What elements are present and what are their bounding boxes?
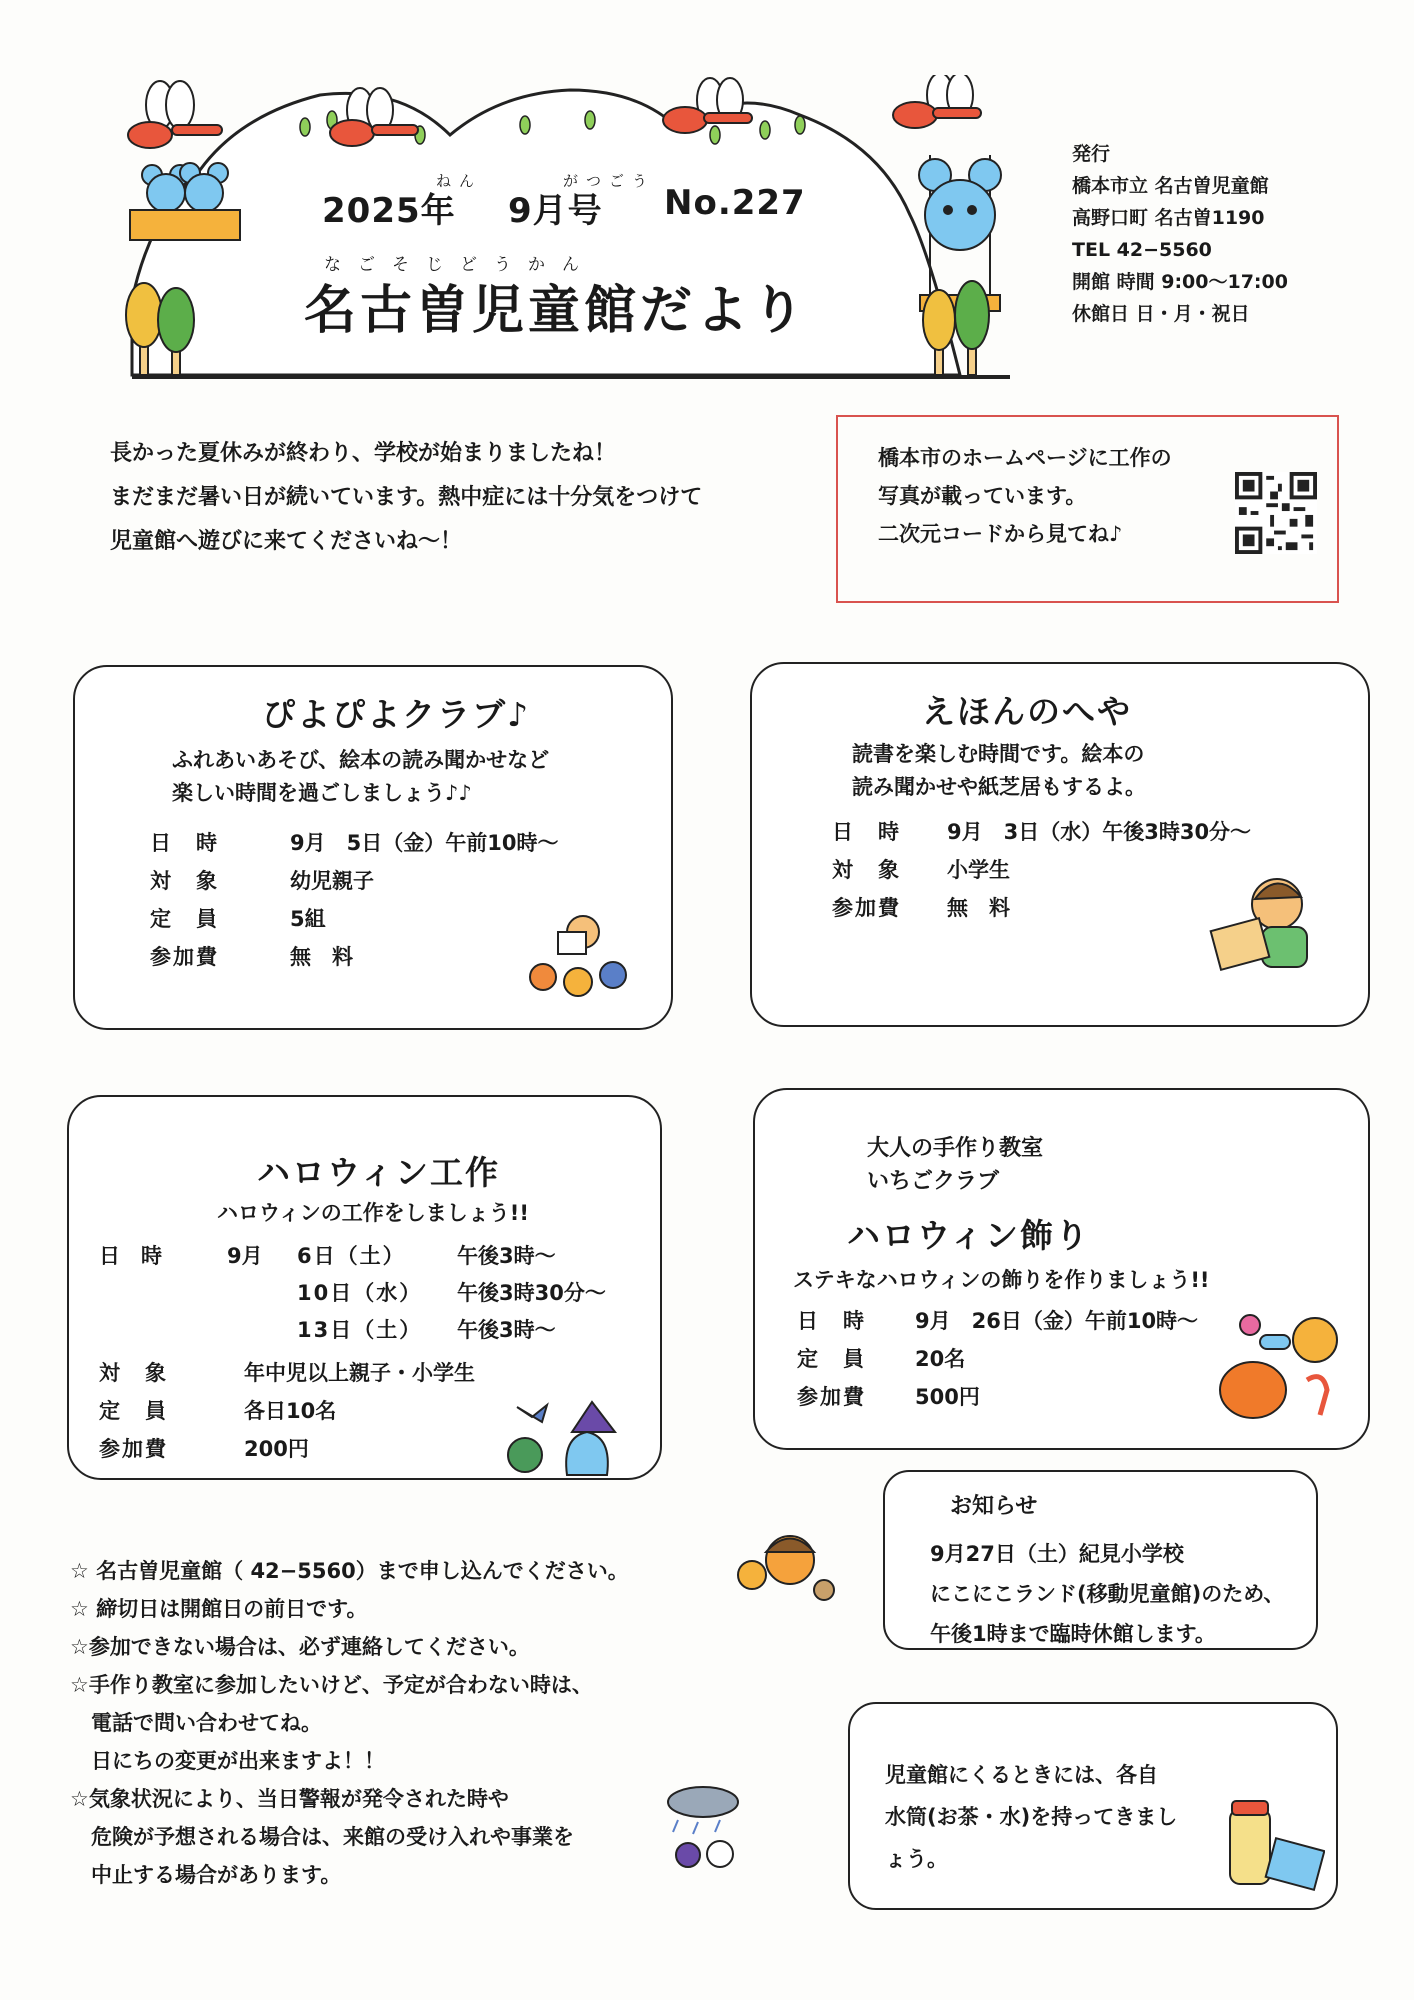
date-day: 10日（水）	[297, 1281, 423, 1305]
water-line: 児童館にくるときには、各自	[885, 1763, 1158, 1787]
homepage-note-line: 橋本市のホームページに工作の	[878, 446, 1172, 470]
row-label: 日 時	[832, 820, 901, 844]
ehon-room-box	[750, 662, 1370, 1027]
ichigo-subtitle-line: 大人の手作り教室	[867, 1136, 1044, 1161]
issue-number: No.227	[664, 183, 806, 223]
homepage-note-line: 写真が載っています。	[878, 484, 1087, 508]
row-value: 5組	[290, 907, 326, 931]
row-value: 各日10名	[244, 1399, 337, 1423]
halloween-craft-desc: ハロウィンの工作をしましょう!!	[217, 1201, 529, 1225]
note-line: ☆ 名古曽児童館（ 42−5560）まで申し込んでください。	[70, 1559, 629, 1583]
note-line: 日にちの変更が出来ますよ！！	[70, 1749, 385, 1773]
year-ruby: ねん	[436, 172, 483, 190]
water-line: 水筒(お茶・水)を持ってきまし	[885, 1805, 1178, 1829]
piyopiyo-desc	[172, 744, 549, 810]
water-bottle-box	[848, 1702, 1338, 1910]
month-ruby: がつごう	[563, 172, 656, 190]
piyopiyo-row-capacity	[150, 903, 326, 933]
intro-line: まだまだ暑い日が続いています。熱中症には十分気をつけて	[110, 485, 703, 510]
note-line: ☆手作り教室に参加したいけど、予定が合わない時は、	[70, 1673, 593, 1697]
note-line: 中止する場合があります。	[70, 1863, 342, 1887]
row-label: 定 員	[150, 907, 219, 931]
homepage-note-box	[836, 415, 1339, 603]
row-label: 日 時	[797, 1309, 866, 1333]
row-value: 9月 3日（水）午後3時30分〜	[947, 820, 1252, 844]
row-value: 9月 5日（金）午前10時〜	[290, 831, 559, 855]
piyopiyo-row-fee	[150, 941, 353, 971]
piyopiyo-title: ぴよぴよクラブ♪	[262, 695, 531, 734]
homepage-note-line: 二次元コードから見てね♪	[878, 522, 1123, 546]
notice-box	[883, 1470, 1318, 1650]
row-value: 500円	[915, 1385, 980, 1409]
publisher-org: 橋本市立 名古曽児童館	[1072, 175, 1269, 197]
halloween-craft-date-row	[297, 1240, 556, 1270]
halloween-craft-row-fee	[99, 1433, 309, 1463]
note-line: 危険が予想される場合は、来館の受け入れや事業を	[70, 1825, 574, 1849]
page-title: 名古曽児童館だより	[304, 281, 809, 341]
row-label: 対 象	[150, 869, 219, 893]
pumpkin-candy-illustration	[1215, 1300, 1345, 1425]
issue-year: 2025年	[322, 191, 456, 231]
notice-line: にこにこランド(移動児童館)のため、	[930, 1582, 1285, 1606]
notice-title: お知らせ	[950, 1494, 1038, 1519]
row-value: 20名	[915, 1347, 966, 1371]
date-day: 13日（土）	[297, 1318, 423, 1342]
publisher-info	[1072, 138, 1288, 330]
publisher-issue-label: 発行	[1072, 143, 1111, 165]
piyopiyo-row-date	[150, 827, 558, 857]
date-time: 午後3時〜	[457, 1244, 556, 1268]
piyopiyo-desc-line: 楽しい時間を過ごしましょう♪♪	[172, 781, 472, 805]
halloween-craft-month: 9月	[227, 1244, 263, 1268]
halloween-craft-row-capacity	[99, 1395, 336, 1425]
halloween-craft-box	[67, 1095, 662, 1480]
notice-line: 9月27日（土）紀見小学校	[930, 1542, 1184, 1566]
ichigo-row-date	[797, 1305, 1198, 1335]
row-label: 参加費	[832, 896, 901, 920]
qr-code-icon[interactable]	[1235, 472, 1317, 554]
child-reading-book-illustration	[1207, 869, 1332, 979]
row-value: 幼児親子	[290, 869, 374, 893]
row-label: 定 員	[99, 1399, 168, 1423]
row-label: 対 象	[832, 858, 901, 882]
title-ruby: なごそじどうかん	[324, 255, 596, 275]
row-label: 参加費	[797, 1385, 866, 1409]
issue-month: 9月号	[508, 191, 603, 231]
date-time: 午後3時30分〜	[457, 1281, 606, 1305]
halloween-craft-row-target	[99, 1357, 475, 1387]
publisher-closed: 休館日 日・月・祝日	[1072, 303, 1250, 325]
row-label: 定 員	[797, 1347, 866, 1371]
homepage-note-text	[878, 439, 1172, 553]
piyopiyo-club-box	[73, 665, 673, 1030]
ehon-row-date	[832, 816, 1251, 846]
ehon-desc-line: 読み聞かせや紙芝居もするよ。	[852, 775, 1146, 799]
note-line: ☆気象状況により、当日警報が発令された時や	[70, 1787, 509, 1811]
row-label: 参加費	[99, 1437, 168, 1461]
publisher-address: 高野口町 名古曽1190	[1072, 207, 1265, 229]
date-time: 午後3時〜	[457, 1318, 556, 1342]
publisher-hours: 開館 時間 9:00〜17:00	[1072, 271, 1288, 293]
notes-list	[70, 1552, 629, 1894]
water-text	[885, 1754, 1177, 1880]
notice-text	[930, 1534, 1284, 1654]
ichigo-subtitle-line: いちごクラブ	[867, 1169, 1000, 1194]
water-line: ょう。	[885, 1847, 948, 1871]
row-label: 参加費	[150, 945, 219, 969]
dragonfly-icon	[128, 81, 222, 148]
ichigo-subtitle	[867, 1132, 1043, 1198]
dragonfly-icon	[893, 75, 981, 128]
intro-text	[110, 432, 702, 564]
intro-line: 児童館へ遊びに来てくださいね〜！	[110, 529, 463, 554]
ichigo-row-fee	[797, 1381, 980, 1411]
kids-reading-illustration	[523, 907, 633, 1002]
ichigo-title: ハロウィン飾り	[847, 1216, 1091, 1255]
ehon-row-target	[832, 854, 1010, 884]
row-value: 9月 26日（金）午前10時〜	[915, 1309, 1199, 1333]
publisher-tel: TEL 42−5560	[1072, 239, 1212, 261]
note-line: ☆ 締切日は開館日の前日です。	[70, 1597, 368, 1621]
note-line: 電話で問い合わせてね。	[70, 1711, 322, 1735]
piyopiyo-desc-line: ふれあいあそび、絵本の読み聞かせなど	[172, 748, 550, 772]
row-value: 年中児以上親子・小学生	[244, 1361, 475, 1385]
row-label: 日 時	[150, 831, 219, 855]
ehon-desc-line: 読書を楽しむ時間です。絵本の	[852, 742, 1145, 766]
date-day: 6日（土）	[297, 1244, 406, 1268]
ichigo-row-capacity	[797, 1343, 965, 1373]
row-value: 小学生	[947, 858, 1010, 882]
note-line: ☆参加できない場合は、必ず連絡してください。	[70, 1635, 530, 1659]
piyopiyo-row-target	[150, 865, 374, 895]
halloween-craft-date-row	[297, 1314, 556, 1344]
acorn-illustration	[732, 1520, 842, 1610]
notice-line: 午後1時まで臨時休館します。	[930, 1622, 1216, 1646]
intro-line: 長かった夏休みが終わり、学校が始まりましたね！	[110, 441, 617, 466]
rainy-weather-illustration	[658, 1780, 753, 1875]
halloween-craft-date-row	[297, 1277, 606, 1307]
ichigo-desc: ステキなハロウィンの飾りを作りましょう!!	[793, 1268, 1210, 1292]
halloween-craft-date-label: 日 時	[99, 1244, 162, 1268]
ehon-desc	[852, 738, 1146, 804]
ehon-title: えほんのへや	[922, 692, 1132, 731]
row-label: 対 象	[99, 1361, 168, 1385]
row-value: 無 料	[290, 945, 353, 969]
halloween-ghost-illustration	[497, 1397, 632, 1477]
ichigo-club-box	[753, 1088, 1370, 1450]
water-bottle-icon	[1220, 1799, 1325, 1894]
row-value: 200円	[244, 1437, 309, 1461]
ehon-row-fee	[832, 892, 1010, 922]
row-value: 無 料	[947, 896, 1010, 920]
halloween-craft-title: ハロウィン工作	[257, 1153, 501, 1192]
